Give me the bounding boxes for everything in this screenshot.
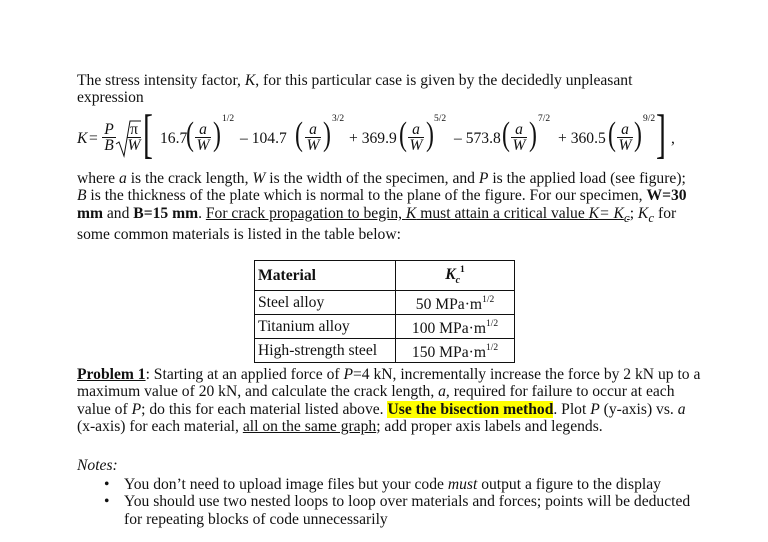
fracture-toughness-table bbox=[254, 260, 515, 363]
intro-text-end: , for this particular case is given by the decidedly unpleasant expression bbox=[77, 72, 633, 107]
critical-value-note: For crack propagation to begin, K must attain a critical value $K= K_c$ bbox=[205, 204, 630, 225]
where-paragraph: where a is the crack length, W is the width of the specimen, and P is the applied load (see figure); B is the thickness of the plate which is normal to the plane of the figure. For our specimen, W=30 mm and B=15 mm. For crack propagation to begin, K must attain a critical value $K= K_c$; $K_c$ for some common materials is listed in the table below: bbox=[77, 170, 687, 244]
problem-label: Problem 1 bbox=[77, 366, 146, 383]
bullet-icon: • bbox=[104, 493, 110, 511]
exp-3: 5/2 bbox=[434, 114, 447, 124]
paren-close-2: ) bbox=[323, 116, 331, 153]
material-cell: Steel alloy bbox=[255, 291, 396, 315]
bisection-highlight: Use the bisection method bbox=[387, 400, 554, 418]
width-value: W=30 mm bbox=[77, 187, 687, 222]
exp-4: 7/2 bbox=[538, 114, 551, 124]
thickness-value: B=15 mm bbox=[133, 204, 199, 222]
a-over-w-2: $\frac{a}{W}$ bbox=[306, 121, 320, 154]
paren-close-4: ) bbox=[529, 116, 537, 153]
paren-open-4: ( bbox=[502, 116, 510, 153]
eq-comma: , bbox=[671, 130, 675, 147]
coef-3: + 369.9 bbox=[349, 130, 397, 147]
list-item: • You should use two nested loops to loop over materials and forces; points will be deducted for repeating blocks of code unnecessarily bbox=[104, 493, 691, 528]
close-bracket: ] bbox=[656, 104, 666, 164]
same-graph-note: all on the same graph bbox=[242, 418, 377, 436]
table-row bbox=[255, 315, 515, 339]
bullet-icon: • bbox=[104, 476, 110, 493]
intro-text: The stress intensity factor, bbox=[77, 72, 245, 89]
paren-open-5: ( bbox=[608, 116, 616, 153]
stress-intensity-equation bbox=[77, 104, 717, 172]
paren-close-5: ) bbox=[634, 116, 642, 153]
open-bracket: [ bbox=[143, 104, 153, 164]
paren-close-1: ) bbox=[213, 116, 221, 153]
header-kc: $K_c^1$ bbox=[396, 261, 515, 291]
coef-5: + 360.5 bbox=[558, 130, 606, 147]
coef-1: 16.7 bbox=[160, 130, 188, 147]
kc-cell: 100 $MPa\cdot m^{1/2}$ bbox=[396, 315, 515, 339]
notes-heading: Notes: bbox=[77, 457, 118, 474]
table-row bbox=[255, 339, 515, 363]
header-material: Material bbox=[255, 261, 396, 291]
paren-close-3: ) bbox=[426, 116, 434, 153]
exp-2: 3/2 bbox=[332, 114, 345, 124]
k-symbol: K bbox=[244, 72, 256, 89]
coef-4: – 573.8 bbox=[454, 130, 501, 147]
kc-cell: 150 $MPa\cdot m^{1/2}$ bbox=[396, 339, 515, 363]
a-over-w-5: $\frac{a}{W}$ bbox=[618, 121, 632, 154]
paren-open-1: ( bbox=[186, 116, 194, 153]
coef-2: – 104.7 bbox=[240, 130, 287, 147]
paren-open-3: ( bbox=[399, 116, 407, 153]
a-over-w-1: $\frac{a}{W}$ bbox=[196, 121, 210, 154]
problem-1-paragraph: Problem 1: Starting at an applied force of P=4 kN, incrementally increase the force by 2 kN up to a maximum value of 20 kN, and calculate the crack length, a, required for failure to occur at each value of P; do this for each material listed above. Use the bisection method. Plot P (y-axis) vs. a (x-axis) for each material, all on the same graph; add proper axis labels and legends. bbox=[77, 366, 701, 436]
exp-1: 1/2 bbox=[222, 114, 235, 124]
list-item: • You don’t need to upload image files but your code must output a figure to the display bbox=[104, 476, 661, 493]
table-row bbox=[255, 291, 515, 315]
notes-list bbox=[100, 476, 700, 528]
eq-p-over-b: $\frac{P}{B}$ bbox=[102, 122, 116, 153]
table-header-row bbox=[255, 261, 515, 291]
eq-pi-over-w: $\frac{\pi}{W}$ bbox=[127, 121, 141, 154]
paren-open-2: ( bbox=[295, 116, 303, 153]
exp-5: 9/2 bbox=[643, 114, 656, 124]
kc-cell: 50 $MPa\cdot m^{1/2}$ bbox=[396, 291, 515, 315]
eq-equals: = bbox=[89, 130, 98, 147]
eq-lhs: K bbox=[77, 130, 88, 147]
a-over-w-3: $\frac{a}{W}$ bbox=[409, 121, 423, 154]
material-cell: Titanium alloy bbox=[255, 315, 396, 339]
a-over-w-4: $\frac{a}{W}$ bbox=[512, 121, 526, 154]
intro-paragraph bbox=[77, 72, 677, 107]
material-cell: High-strength steel bbox=[255, 339, 396, 363]
